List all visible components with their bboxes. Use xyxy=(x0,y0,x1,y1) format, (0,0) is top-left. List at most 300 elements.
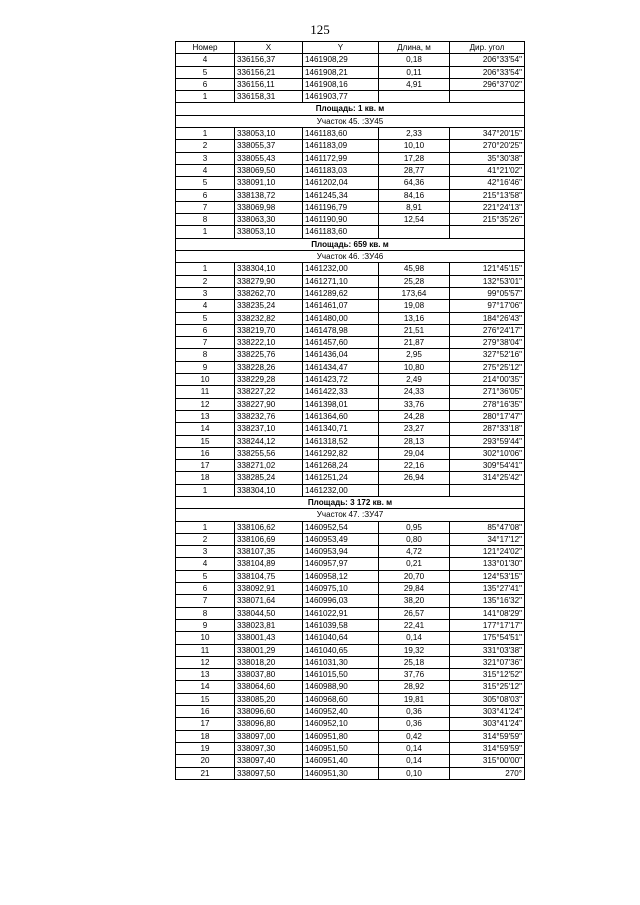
cell-x: 338071,64 xyxy=(235,595,303,607)
cell-y: 1461457,60 xyxy=(303,337,379,349)
cell-length: 0,42 xyxy=(379,730,450,742)
cell-x: 338097,30 xyxy=(235,742,303,754)
cell-angle: 314°59'59" xyxy=(450,730,525,742)
table-row xyxy=(176,644,525,656)
table-row xyxy=(176,164,525,176)
cell-number: 4 xyxy=(176,54,235,66)
cell-length: 0,36 xyxy=(379,718,450,730)
table-row xyxy=(176,558,525,570)
cell-length: 28,13 xyxy=(379,435,450,447)
table-row xyxy=(176,410,525,422)
table-row xyxy=(176,349,525,361)
cell-length: 22,16 xyxy=(379,460,450,472)
plot-title-row xyxy=(176,251,525,263)
cell-y: 1461040,65 xyxy=(303,644,379,656)
cell-angle: 280°17'47" xyxy=(450,410,525,422)
cell-number: 7 xyxy=(176,595,235,607)
table-row xyxy=(176,54,525,66)
cell-number: 4 xyxy=(176,558,235,570)
header-direction-angle: Дир. угол xyxy=(450,42,525,54)
cell-y: 1460952,54 xyxy=(303,521,379,533)
cell-angle: 215°13'58" xyxy=(450,189,525,201)
cell-angle: 302°10'06" xyxy=(450,447,525,459)
table-row xyxy=(176,201,525,213)
area-summary: Площадь: 3 172 кв. м xyxy=(176,496,525,508)
table-row xyxy=(176,287,525,299)
area-summary-row xyxy=(176,496,525,508)
cell-number: 1 xyxy=(176,263,235,275)
cell-length: 23,27 xyxy=(379,423,450,435)
cell-length: 10,80 xyxy=(379,361,450,373)
cell-number: 17 xyxy=(176,718,235,730)
cell-y: 1461903,77 xyxy=(303,91,379,103)
table-row xyxy=(176,91,525,103)
cell-length: 25,28 xyxy=(379,275,450,287)
cell-length: 13,16 xyxy=(379,312,450,324)
table-row xyxy=(176,177,525,189)
cell-length: 4,72 xyxy=(379,546,450,558)
table-row xyxy=(176,742,525,754)
cell-x: 338228,26 xyxy=(235,361,303,373)
cell-number: 5 xyxy=(176,177,235,189)
cell-y: 1461015,50 xyxy=(303,669,379,681)
cell-x: 338244,12 xyxy=(235,435,303,447)
cell-y: 1461461,07 xyxy=(303,300,379,312)
cell-length: 2,33 xyxy=(379,128,450,140)
cell-number: 20 xyxy=(176,755,235,767)
cell-angle: 132°53'01" xyxy=(450,275,525,287)
cell-length: 0,21 xyxy=(379,558,450,570)
cell-length: 12,54 xyxy=(379,214,450,226)
cell-y: 1461480,00 xyxy=(303,312,379,324)
cell-y: 1460968,60 xyxy=(303,693,379,705)
table-row xyxy=(176,78,525,90)
table-row xyxy=(176,275,525,287)
table-row xyxy=(176,189,525,201)
table-row xyxy=(176,546,525,558)
cell-number: 7 xyxy=(176,337,235,349)
cell-y: 1461292,82 xyxy=(303,447,379,459)
cell-angle: 314°59'59" xyxy=(450,742,525,754)
cell-angle: 135°27'41" xyxy=(450,583,525,595)
area-summary-row xyxy=(176,103,525,115)
cell-y: 1460952,40 xyxy=(303,706,379,718)
cell-y: 1461434,47 xyxy=(303,361,379,373)
cell-length: 10,10 xyxy=(379,140,450,152)
cell-length xyxy=(379,91,450,103)
cell-x: 338227,90 xyxy=(235,398,303,410)
cell-x: 338096,60 xyxy=(235,706,303,718)
cell-number: 1 xyxy=(176,484,235,496)
cell-y: 1461232,00 xyxy=(303,263,379,275)
cell-x: 338219,70 xyxy=(235,324,303,336)
cell-angle: 275°25'12" xyxy=(450,361,525,373)
cell-length: 24,33 xyxy=(379,386,450,398)
table-row xyxy=(176,263,525,275)
cell-angle: 305°08'03" xyxy=(450,693,525,705)
table-row xyxy=(176,521,525,533)
table-row xyxy=(176,312,525,324)
cell-y: 1460951,50 xyxy=(303,742,379,754)
cell-length: 38,20 xyxy=(379,595,450,607)
header-length: Длина, м xyxy=(379,42,450,54)
cell-x: 338044,50 xyxy=(235,607,303,619)
cell-angle: 124°53'15" xyxy=(450,570,525,582)
cell-number: 11 xyxy=(176,644,235,656)
cell-y: 1461268,24 xyxy=(303,460,379,472)
cell-number: 21 xyxy=(176,767,235,779)
cell-length: 0,14 xyxy=(379,755,450,767)
cell-number: 5 xyxy=(176,570,235,582)
cell-angle: 315°12'52" xyxy=(450,669,525,681)
cell-length: 26,94 xyxy=(379,472,450,484)
cell-y: 1461340,71 xyxy=(303,423,379,435)
table-row xyxy=(176,533,525,545)
cell-x: 338037,80 xyxy=(235,669,303,681)
cell-length: 0,95 xyxy=(379,521,450,533)
cell-x: 338262,70 xyxy=(235,287,303,299)
cell-angle: 327°52'16" xyxy=(450,349,525,361)
cell-length: 33,76 xyxy=(379,398,450,410)
cell-y: 1460996,03 xyxy=(303,595,379,607)
cell-angle: 214°00'35" xyxy=(450,374,525,386)
cell-angle: 270° xyxy=(450,767,525,779)
cell-y: 1461908,29 xyxy=(303,54,379,66)
cell-y: 1461398,01 xyxy=(303,398,379,410)
cell-number: 15 xyxy=(176,693,235,705)
cell-length: 19,32 xyxy=(379,644,450,656)
cell-y: 1460957,97 xyxy=(303,558,379,570)
cell-x: 338001,29 xyxy=(235,644,303,656)
cell-x: 338097,50 xyxy=(235,767,303,779)
cell-angle: 279°38'04" xyxy=(450,337,525,349)
cell-number: 2 xyxy=(176,533,235,545)
cell-number: 1 xyxy=(176,128,235,140)
cell-x: 338069,50 xyxy=(235,164,303,176)
cell-number: 6 xyxy=(176,583,235,595)
table-row xyxy=(176,66,525,78)
cell-y: 1460952,10 xyxy=(303,718,379,730)
cell-number: 8 xyxy=(176,214,235,226)
cell-length: 28,92 xyxy=(379,681,450,693)
table-row xyxy=(176,337,525,349)
table-row xyxy=(176,447,525,459)
cell-y: 1461422,33 xyxy=(303,386,379,398)
table-row xyxy=(176,656,525,668)
cell-angle: 321°07'36" xyxy=(450,656,525,668)
cell-y: 1460953,49 xyxy=(303,533,379,545)
cell-x: 338053,10 xyxy=(235,226,303,238)
cell-angle: 175°54'51" xyxy=(450,632,525,644)
header-number: Номер xyxy=(176,42,235,54)
cell-number: 3 xyxy=(176,152,235,164)
cell-length: 37,76 xyxy=(379,669,450,681)
cell-length: 0,80 xyxy=(379,533,450,545)
cell-length: 0,11 xyxy=(379,66,450,78)
cell-y: 1461183,03 xyxy=(303,164,379,176)
cell-length: 21,87 xyxy=(379,337,450,349)
cell-y: 1460958,12 xyxy=(303,570,379,582)
table-row xyxy=(176,140,525,152)
cell-angle: 296°37'02" xyxy=(450,78,525,90)
cell-x: 338097,40 xyxy=(235,755,303,767)
cell-angle: 314°25'42" xyxy=(450,472,525,484)
cell-y: 1461436,04 xyxy=(303,349,379,361)
table-header-row xyxy=(176,42,525,54)
cell-length: 84,16 xyxy=(379,189,450,201)
cell-angle: 221°24'13" xyxy=(450,201,525,213)
cell-x: 338104,89 xyxy=(235,558,303,570)
cell-number: 3 xyxy=(176,287,235,299)
cell-x: 338225,76 xyxy=(235,349,303,361)
cell-angle: 35°30'38" xyxy=(450,152,525,164)
table-row xyxy=(176,484,525,496)
cell-y: 1461202,04 xyxy=(303,177,379,189)
cell-angle: 303°41'24" xyxy=(450,706,525,718)
cell-number: 8 xyxy=(176,349,235,361)
table-row xyxy=(176,632,525,644)
cell-number: 7 xyxy=(176,201,235,213)
cell-angle: 331°03'38" xyxy=(450,644,525,656)
cell-angle xyxy=(450,91,525,103)
cell-length: 8,91 xyxy=(379,201,450,213)
cell-x: 338279,90 xyxy=(235,275,303,287)
cell-length: 19,81 xyxy=(379,693,450,705)
page-number: 125 xyxy=(310,22,330,37)
cell-number: 15 xyxy=(176,435,235,447)
cell-angle: 278°16'35" xyxy=(450,398,525,410)
cell-x: 338055,43 xyxy=(235,152,303,164)
cell-y: 1461031,30 xyxy=(303,656,379,668)
cell-y: 1461289,62 xyxy=(303,287,379,299)
table-row xyxy=(176,730,525,742)
cell-x: 338069,98 xyxy=(235,201,303,213)
cell-y: 1460988,90 xyxy=(303,681,379,693)
table-row xyxy=(176,718,525,730)
plot-title: Участок 47. :ЗУ47 xyxy=(176,509,525,521)
area-summary: Площадь: 659 кв. м xyxy=(176,238,525,250)
cell-angle: 303°41'24" xyxy=(450,718,525,730)
table-row xyxy=(176,128,525,140)
cell-x: 338227,22 xyxy=(235,386,303,398)
table-row xyxy=(176,570,525,582)
table-row xyxy=(176,300,525,312)
cell-y: 1461039,58 xyxy=(303,619,379,631)
cell-angle: 315°00'00" xyxy=(450,755,525,767)
area-summary-row xyxy=(176,238,525,250)
cell-x: 338053,10 xyxy=(235,128,303,140)
cell-length: 0,14 xyxy=(379,742,450,754)
cell-number: 17 xyxy=(176,460,235,472)
cell-length: 0,10 xyxy=(379,767,450,779)
cell-angle: 133°01'30" xyxy=(450,558,525,570)
cell-angle: 177°17'17" xyxy=(450,619,525,631)
table-row xyxy=(176,214,525,226)
cell-x: 338001,43 xyxy=(235,632,303,644)
cell-x: 338092,91 xyxy=(235,583,303,595)
cell-x: 336158,31 xyxy=(235,91,303,103)
cell-y: 1461478,98 xyxy=(303,324,379,336)
cell-y: 1461251,24 xyxy=(303,472,379,484)
cell-angle: 270°20'25" xyxy=(450,140,525,152)
cell-angle: 34°17'12" xyxy=(450,533,525,545)
cell-angle: 135°16'32" xyxy=(450,595,525,607)
cell-x: 338271,02 xyxy=(235,460,303,472)
plot-title: Участок 46. :ЗУ46 xyxy=(176,251,525,263)
cell-angle: 293°59'44" xyxy=(450,435,525,447)
table-row xyxy=(176,583,525,595)
table-row xyxy=(176,386,525,398)
cell-length: 19,08 xyxy=(379,300,450,312)
cell-angle: 276°24'17" xyxy=(450,324,525,336)
cell-angle: 42°16'46" xyxy=(450,177,525,189)
cell-x: 338138,72 xyxy=(235,189,303,201)
cell-number: 6 xyxy=(176,189,235,201)
cell-number: 19 xyxy=(176,742,235,754)
cell-length xyxy=(379,226,450,238)
cell-length: 21,51 xyxy=(379,324,450,336)
cell-number: 5 xyxy=(176,66,235,78)
cell-number: 8 xyxy=(176,607,235,619)
cell-x: 338285,24 xyxy=(235,472,303,484)
cell-y: 1460951,30 xyxy=(303,767,379,779)
cell-angle: 99°05'57" xyxy=(450,287,525,299)
cell-x: 338304,10 xyxy=(235,263,303,275)
cell-y: 1461183,60 xyxy=(303,128,379,140)
cell-angle: 41°21'02" xyxy=(450,164,525,176)
cell-length: 64,36 xyxy=(379,177,450,189)
cell-x: 338106,62 xyxy=(235,521,303,533)
cell-number: 2 xyxy=(176,140,235,152)
plot-title-row xyxy=(176,509,525,521)
cell-y: 1461190,90 xyxy=(303,214,379,226)
cell-y: 1461232,00 xyxy=(303,484,379,496)
cell-number: 9 xyxy=(176,361,235,373)
cell-angle: 206°33'54" xyxy=(450,66,525,78)
cell-y: 1461908,21 xyxy=(303,66,379,78)
cell-angle: 206°33'54" xyxy=(450,54,525,66)
cell-number: 3 xyxy=(176,546,235,558)
cell-x: 338232,82 xyxy=(235,312,303,324)
cell-length: 26,57 xyxy=(379,607,450,619)
table-row xyxy=(176,398,525,410)
cell-length: 0,14 xyxy=(379,632,450,644)
cell-length: 2,49 xyxy=(379,374,450,386)
table-row xyxy=(176,152,525,164)
table-row xyxy=(176,595,525,607)
cell-length: 173,64 xyxy=(379,287,450,299)
cell-x: 338018,20 xyxy=(235,656,303,668)
cell-y: 1461318,52 xyxy=(303,435,379,447)
cell-y: 1461040,64 xyxy=(303,632,379,644)
cell-x: 338104,75 xyxy=(235,570,303,582)
table-row xyxy=(176,706,525,718)
cell-x: 336156,11 xyxy=(235,78,303,90)
cell-angle: 85°47'08" xyxy=(450,521,525,533)
table-row xyxy=(176,374,525,386)
cell-x: 338107,35 xyxy=(235,546,303,558)
table-row xyxy=(176,755,525,767)
cell-x: 338096,80 xyxy=(235,718,303,730)
table-row xyxy=(176,607,525,619)
cell-y: 1460953,94 xyxy=(303,546,379,558)
cell-angle: 121°24'02" xyxy=(450,546,525,558)
cell-angle: 287°33'18" xyxy=(450,423,525,435)
cell-length: 24,28 xyxy=(379,410,450,422)
cell-number: 18 xyxy=(176,730,235,742)
cell-angle: 315°25'12" xyxy=(450,681,525,693)
area-summary: Площадь: 1 кв. м xyxy=(176,103,525,115)
cell-x: 338255,56 xyxy=(235,447,303,459)
cell-number: 1 xyxy=(176,91,235,103)
cell-number: 12 xyxy=(176,656,235,668)
cell-x: 338229,28 xyxy=(235,374,303,386)
cell-y: 1460951,40 xyxy=(303,755,379,767)
header-y: Y xyxy=(303,42,379,54)
cell-x: 338106,69 xyxy=(235,533,303,545)
table-row xyxy=(176,669,525,681)
cell-number: 5 xyxy=(176,312,235,324)
cell-angle xyxy=(450,484,525,496)
table-row xyxy=(176,619,525,631)
cell-y: 1461196,79 xyxy=(303,201,379,213)
cell-length: 25,18 xyxy=(379,656,450,668)
cell-number: 18 xyxy=(176,472,235,484)
cell-y: 1461245,34 xyxy=(303,189,379,201)
cell-x: 338237,10 xyxy=(235,423,303,435)
cell-length xyxy=(379,484,450,496)
cell-number: 4 xyxy=(176,300,235,312)
cell-number: 13 xyxy=(176,410,235,422)
cell-number: 11 xyxy=(176,386,235,398)
cell-x: 338063,30 xyxy=(235,214,303,226)
table-row xyxy=(176,324,525,336)
cell-number: 1 xyxy=(176,226,235,238)
cell-length: 0,18 xyxy=(379,54,450,66)
cell-length: 45,98 xyxy=(379,263,450,275)
table-row xyxy=(176,361,525,373)
cell-number: 13 xyxy=(176,669,235,681)
cell-angle: 141°08'29" xyxy=(450,607,525,619)
plot-title-row xyxy=(176,115,525,127)
cell-x: 336156,21 xyxy=(235,66,303,78)
cell-number: 6 xyxy=(176,78,235,90)
cell-number: 1 xyxy=(176,521,235,533)
cell-y: 1461271,10 xyxy=(303,275,379,287)
cell-x: 338222,10 xyxy=(235,337,303,349)
cell-number: 16 xyxy=(176,706,235,718)
cell-x: 338055,37 xyxy=(235,140,303,152)
cell-x: 338097,00 xyxy=(235,730,303,742)
cell-angle xyxy=(450,226,525,238)
cell-y: 1461364,60 xyxy=(303,410,379,422)
cell-x: 338023,81 xyxy=(235,619,303,631)
cell-number: 2 xyxy=(176,275,235,287)
table-row xyxy=(176,693,525,705)
cell-angle: 97°17'06" xyxy=(450,300,525,312)
table-row xyxy=(176,226,525,238)
cell-number: 9 xyxy=(176,619,235,631)
cell-number: 12 xyxy=(176,398,235,410)
table-row xyxy=(176,681,525,693)
cell-x: 338064,60 xyxy=(235,681,303,693)
cell-number: 14 xyxy=(176,423,235,435)
cell-length: 29,04 xyxy=(379,447,450,459)
cell-angle: 215°35'26" xyxy=(450,214,525,226)
cell-y: 1461423,72 xyxy=(303,374,379,386)
cell-length: 17,28 xyxy=(379,152,450,164)
cell-y: 1461172,99 xyxy=(303,152,379,164)
